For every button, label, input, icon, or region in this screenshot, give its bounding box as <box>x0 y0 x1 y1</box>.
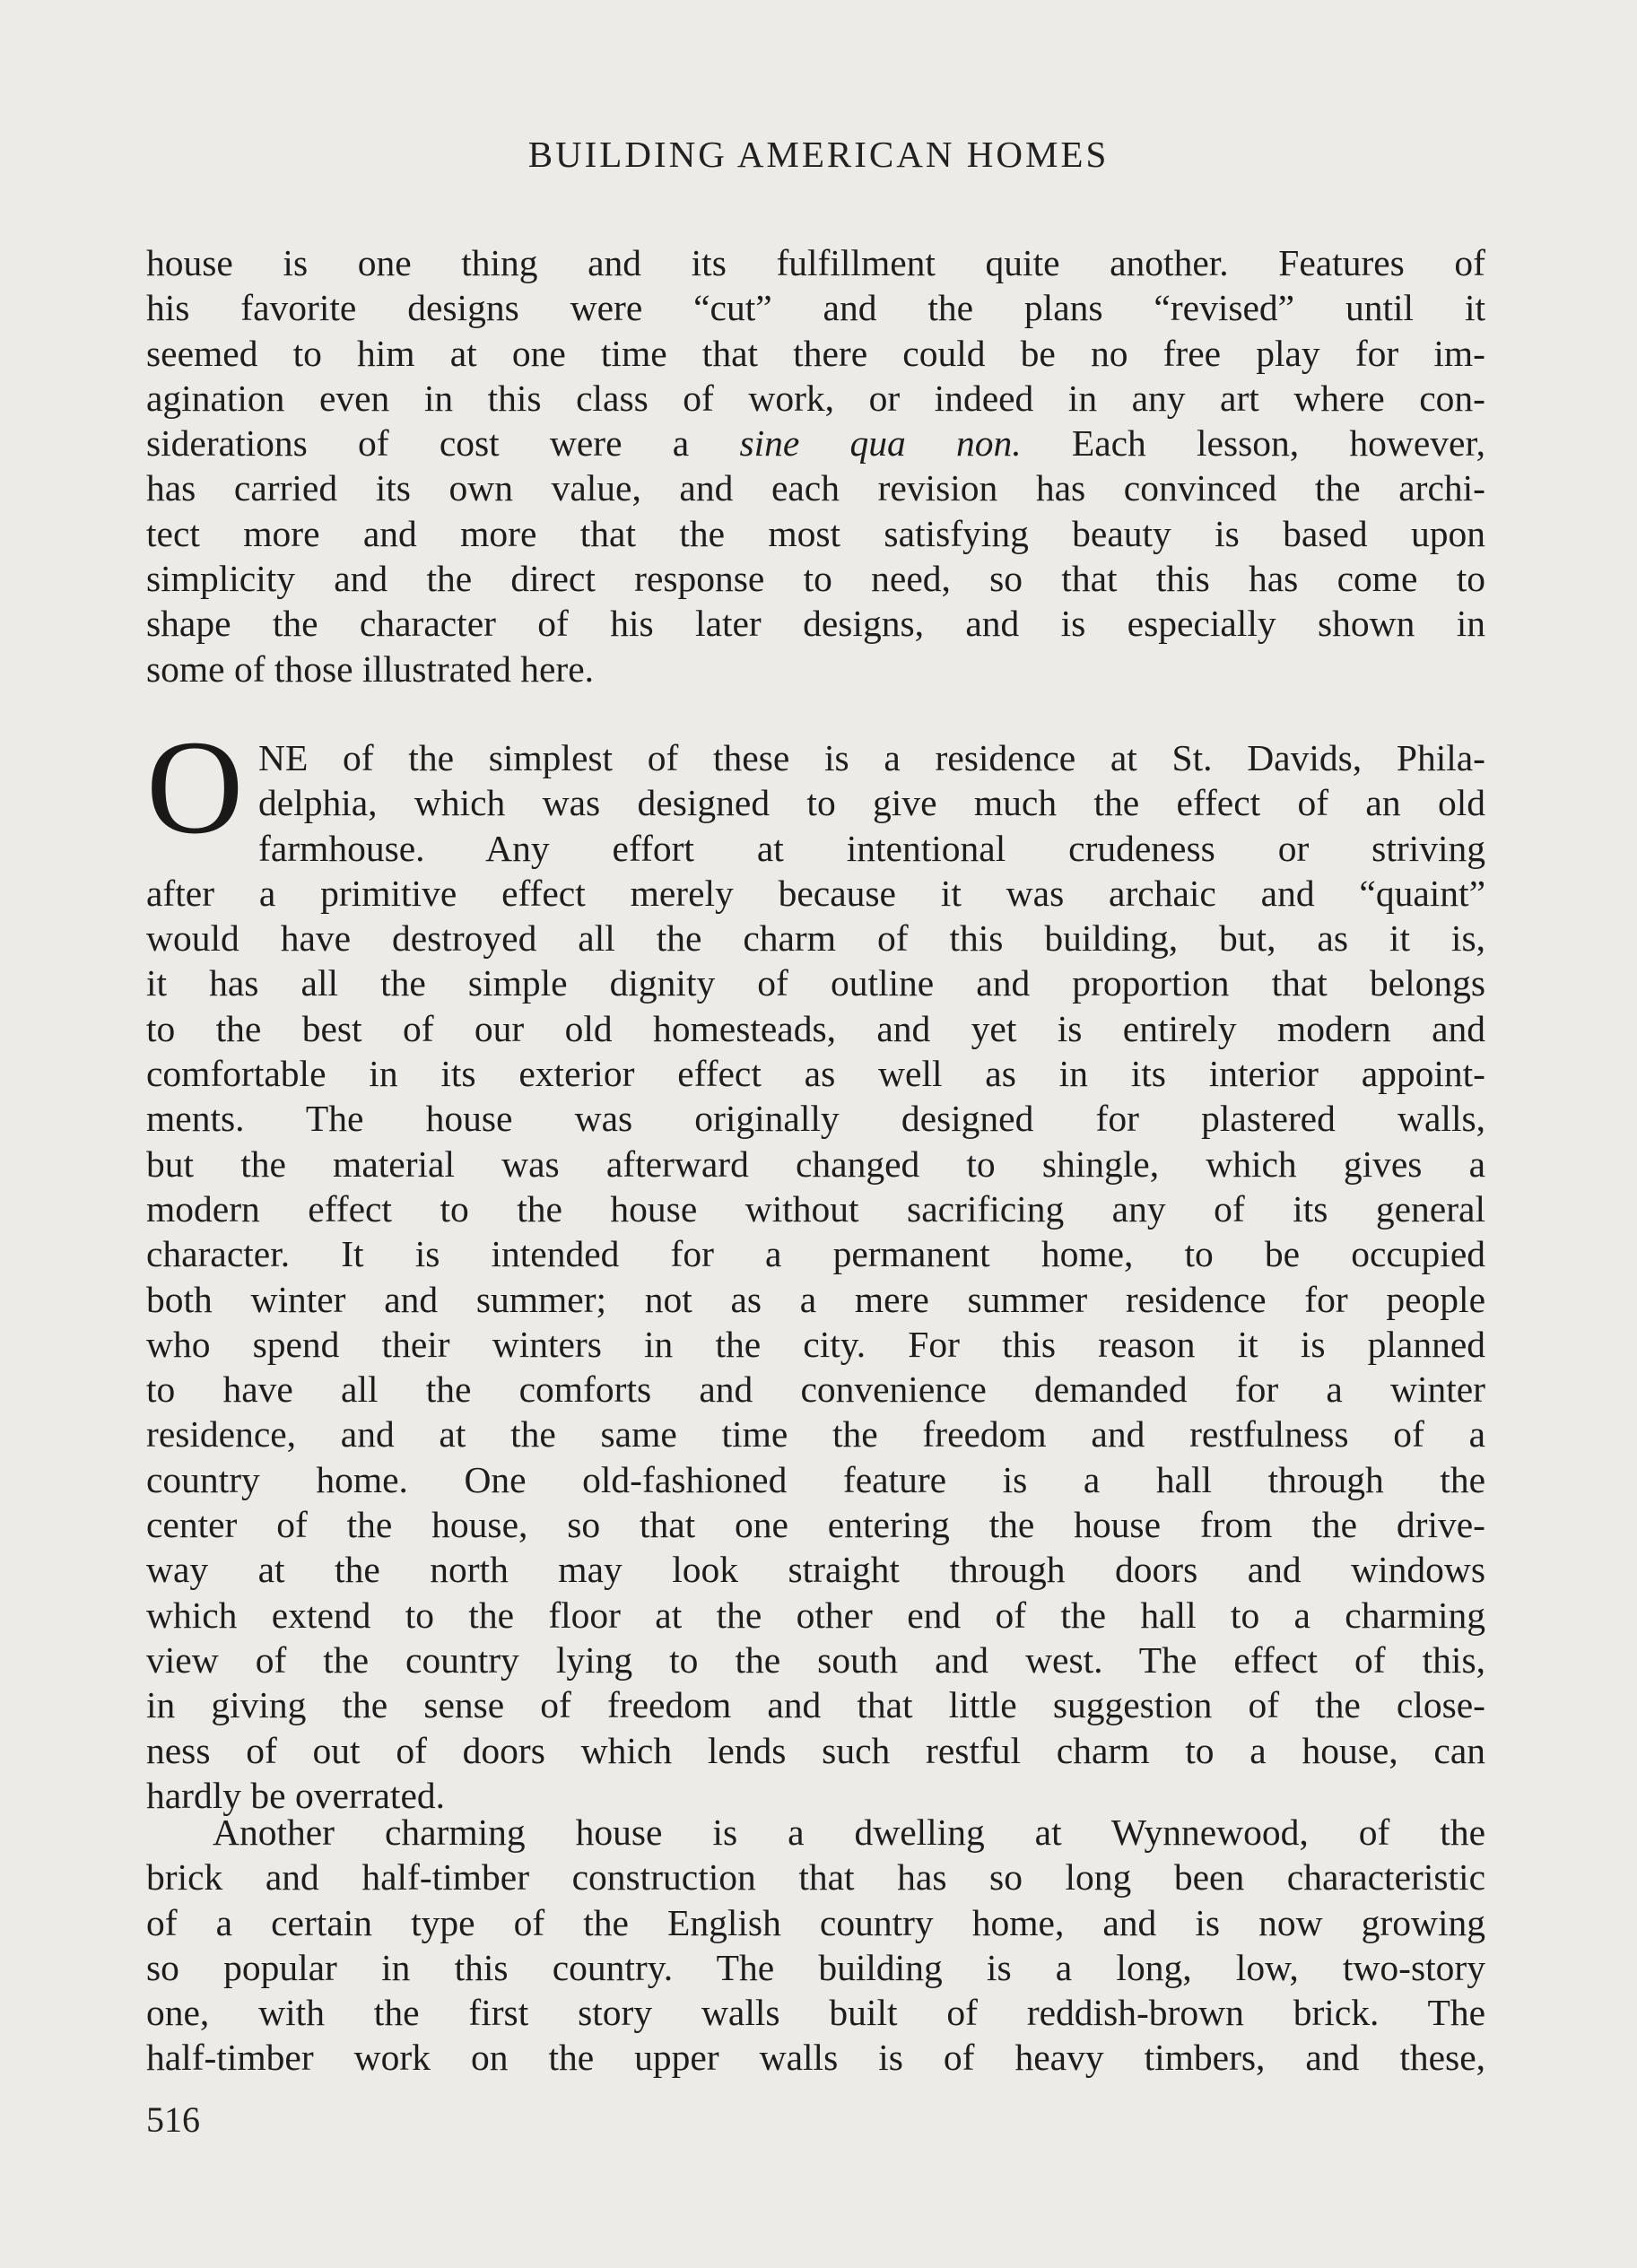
text-segment: Each lesson, however, <box>1071 422 1485 465</box>
text-line: center of the house, so that one entering the house from the drive- <box>146 1504 1485 1546</box>
text-line: of a certain type of the English country home, and is now growing <box>146 1901 1485 1943</box>
text-line: to the best of our old homesteads, and yet is entirely modern and <box>146 1007 1485 1049</box>
text-line: his favorite designs were “cut” and the plans “revised” until it <box>146 287 1485 329</box>
text-line: which extend to the floor at the other end of the hall to a charming <box>146 1594 1485 1636</box>
text-line <box>146 421 1485 465</box>
text-line: simplicity and the direct response to need, so that this has come to <box>146 558 1485 600</box>
text-line: Another charming house is a dwelling at Wynnewood, of the <box>213 1812 1485 1853</box>
text-line: after a primitive effect merely because it was archaic and “quaint” <box>146 872 1485 914</box>
text-line: ness of out of doors which lends such restful charm to a house, can <box>146 1729 1485 1771</box>
text-line: comfortable in its exterior effect as well as in its interior appoint- <box>146 1053 1485 1095</box>
text-line: has carried its own value, and each revision has convinced the archi- <box>146 467 1485 509</box>
text-line: farmhouse. Any effort at intentional crudeness or striving <box>258 827 1485 869</box>
text-line: tect more and more that the most satisfying beauty is based upon <box>146 512 1485 554</box>
text-line: agination even in this class of work, or indeed in any art where con- <box>146 377 1485 419</box>
text-line: it has all the simple dignity of outline and proportion that belongs <box>146 962 1485 1004</box>
text-line: so popular in this country. The building is a long, low, two-story <box>146 1946 1485 1988</box>
text-line: would have destroyed all the charm of this building, but, as it is, <box>146 917 1485 960</box>
text-line: residence, and at the same time the freedom and restfulness of a <box>146 1413 1485 1456</box>
text-line: NE of the simplest of these is a residence at St. Davids, Phila- <box>258 737 1485 778</box>
paragraph-1 <box>146 240 1485 691</box>
paragraph-3 <box>146 1810 1485 2081</box>
text-line: view of the country lying to the south and west. The effect of this, <box>146 1638 1485 1681</box>
text-line: ments. The house was originally designed for plastered walls, <box>146 1098 1485 1140</box>
text-line: shape the character of his later designs, and is especially shown in <box>146 603 1485 645</box>
text-line: hardly be overrated. <box>146 1774 445 1816</box>
italic-phrase: sine qua non. <box>739 422 1022 465</box>
paragraph-2 <box>146 735 1485 1818</box>
text-line: who spend their winters in the city. For this reason it is planned <box>146 1323 1485 1365</box>
text-line: character. It is intended for a permanent home, to be occupied <box>146 1233 1485 1275</box>
text-line: in giving the sense of freedom and that little suggestion of the close- <box>146 1684 1485 1726</box>
drop-cap-letter: O <box>146 713 244 862</box>
text-line: delphia, which was designed to give much the effect of an old <box>258 782 1485 824</box>
text-line: way at the north may look straight through doors and windows <box>146 1549 1485 1591</box>
text-line: half-timber work on the upper walls is of heavy timbers, and these, <box>146 2037 1485 2079</box>
text-line: country home. One old-fashioned feature is a hall through the <box>146 1458 1485 1500</box>
text-line: seemed to him at one time that there could be no free play for im- <box>146 332 1485 374</box>
text-line: house is one thing and its fulfillment quite another. Features of <box>146 242 1485 283</box>
text-line: brick and half-timber construction that has so long been characteristic <box>146 1856 1485 1899</box>
text-line: but the material was afterward changed to shingle, which gives a <box>146 1143 1485 1185</box>
text-line: one, with the first story walls built of reddish-brown brick. The <box>146 1992 1485 2034</box>
running-head: BUILDING AMERICAN HOMES <box>527 134 1110 175</box>
text-line: to have all the comforts and convenience demanded for a winter <box>146 1369 1485 1411</box>
text-line: both winter and summer; not as a mere summer residence for people <box>146 1278 1485 1320</box>
text-line: some of those illustrated here. <box>146 647 595 690</box>
text-line: modern effect to the house without sacrificing any of its general <box>146 1187 1485 1230</box>
page-number: 516 <box>146 2099 200 2140</box>
text-segment: siderations of cost were a <box>146 422 690 465</box>
